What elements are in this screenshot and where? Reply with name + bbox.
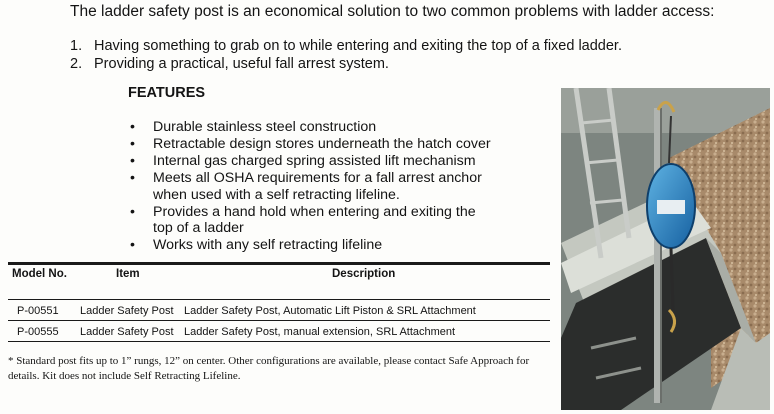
row-item: Ladder Safety Post xyxy=(80,326,174,338)
feature-item xyxy=(128,204,498,237)
features-list xyxy=(128,119,528,254)
feature-text: Provides a hand hold when entering and exiting the top of a ladder xyxy=(153,203,476,236)
feature-item xyxy=(128,153,528,170)
footnote: * Standard post fits up to 1” rungs, 12” on center. Other configurations are available, please contact Safe Approach for details. Kit does not include Self Retracting Lifeline. xyxy=(8,355,530,382)
bullet-icon: • xyxy=(130,136,135,152)
problem-text: Providing a practical, useful fall arrest system. xyxy=(94,56,389,72)
photo-lifeline xyxy=(671,248,673,310)
feature-text: Works with any self retracting lifeline xyxy=(153,237,383,253)
feature-item xyxy=(128,119,528,136)
table-top-rule xyxy=(8,262,550,265)
problem-list xyxy=(70,37,622,73)
table-header-rule xyxy=(8,299,550,300)
column-header-model: Model No. xyxy=(12,268,67,280)
bullet-icon: • xyxy=(130,170,135,186)
problem-number: 2. xyxy=(70,56,83,72)
feature-text: Retractable design stores underneath the hatch cover xyxy=(153,136,491,152)
row-model: P-00551 xyxy=(17,305,59,317)
bullet-icon: • xyxy=(130,237,135,253)
photo-post-shadow xyxy=(660,108,662,403)
bullet-icon: • xyxy=(130,119,135,135)
bullet-icon: • xyxy=(130,153,135,169)
problem-text: Having something to grab on to while entering and exiting the top of a fixed ladder. xyxy=(94,38,622,54)
photo-srl-label xyxy=(657,200,685,214)
feature-item xyxy=(128,237,528,254)
table-bottom-rule xyxy=(8,341,550,342)
problem-item xyxy=(70,37,622,55)
feature-text: Internal gas charged spring assisted lift mechanism xyxy=(153,153,476,169)
column-header-description: Description xyxy=(332,268,396,280)
row-description: Ladder Safety Post, manual extension, SRL Attachment xyxy=(184,326,456,338)
feature-item xyxy=(128,170,498,203)
row-item: Ladder Safety Post xyxy=(80,305,174,317)
row-model: P-00555 xyxy=(17,326,59,338)
feature-item xyxy=(128,136,528,153)
problem-number: 1. xyxy=(70,38,83,54)
feature-text: Meets all OSHA requirements for a fall arrest anchor when used with a self retracting lifeline. xyxy=(153,170,482,203)
bullet-icon: • xyxy=(130,203,135,220)
column-header-item: Item xyxy=(116,268,140,280)
intro-text: The ladder safety post is an economical solution to two common problems with ladder access: xyxy=(70,3,715,20)
table-row-rule xyxy=(8,320,550,321)
row-description: Ladder Safety Post, Automatic Lift Piston & SRL Attachment xyxy=(184,305,476,317)
problem-item xyxy=(70,55,622,73)
features-heading: FEATURES xyxy=(128,85,206,101)
feature-text: Durable stainless steel construction xyxy=(153,119,377,135)
product-photo xyxy=(561,88,770,410)
